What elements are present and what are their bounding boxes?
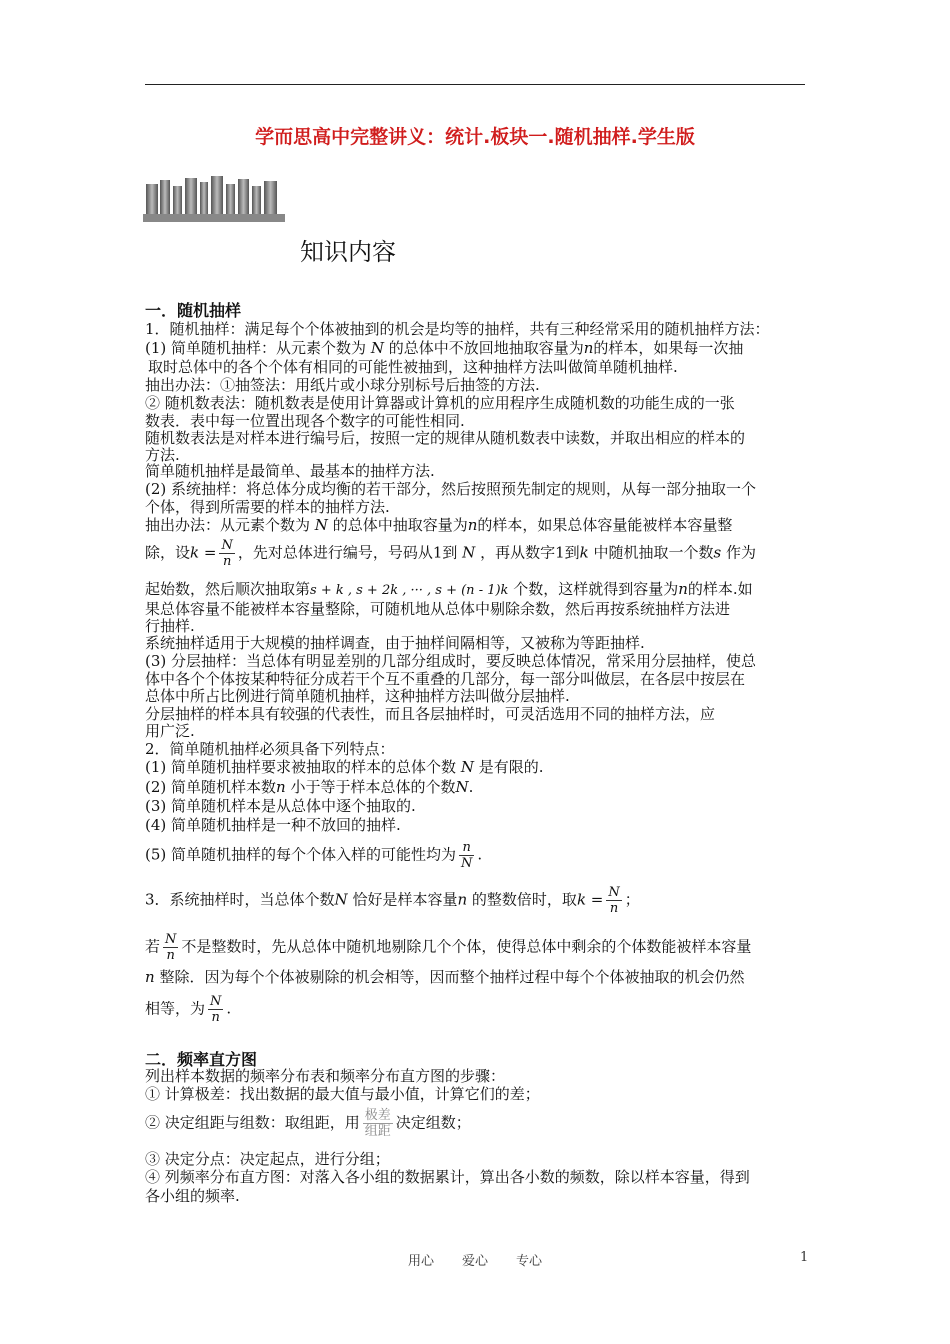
text-line: 1．随机抽样：满足每个个体被抽到的机会是均等的抽样，共有三种经常采用的随机抽样方法： xyxy=(145,320,770,338)
text-line: 抽出办法：从元素个数为 N 的总体中抽取容量为n的样本，如果总体容量能被样本容量整 xyxy=(145,516,733,534)
text-line: ② 决定组距与组数：取组距，用 $\frac{\text{极差}}{\text{组距}}$ 决定组数； xyxy=(145,1108,471,1139)
page-title: 学而思高中完整讲义：统计.板块一.随机抽样.学生版 xyxy=(255,126,695,148)
text-line: 数表．表中每一位置出现各个数字的可能性相同. xyxy=(145,412,465,430)
text-line: 列出样本数据的频率分布表和频率分布直方图的步骤： xyxy=(145,1067,506,1085)
text-line: 方法. xyxy=(145,446,180,464)
fraction-N-over-n: $\frac{N}{n}$ xyxy=(165,932,177,963)
heading-random-sampling: 一．随机抽样 xyxy=(145,301,242,320)
text-line: 3．系统抽样时，当总体个数N 恰好是样本容量n 的整数倍时，取k = $\frac{N}{n}$ ； xyxy=(145,885,640,916)
fraction-N-over-n: $\frac{N}{n}$ xyxy=(210,994,222,1025)
text-line: 用广泛. xyxy=(145,722,195,740)
fraction-N-over-n: $\frac{N}{n}$ xyxy=(608,885,620,916)
text-line: ④ 列频率分布直方图：对落入各小组的数据累计，算出各小数的频数，除以样本容量，得到 xyxy=(145,1168,750,1186)
fraction-range-over-width: $\frac{\text{极差}}{\text{组距}}$ xyxy=(364,1108,391,1139)
header-rule xyxy=(145,84,805,85)
text-line: 个体，得到所需要的样本的抽样方法. xyxy=(145,498,390,516)
text-line: (4) 简单随机抽样是一种不放回的抽样. xyxy=(145,816,401,834)
text-line: 系统抽样适用于大规模的抽样调查，由于抽样间隔相等，又被称为等距抽样. xyxy=(145,634,645,652)
text-line: (5) 简单随机抽样的每个个体入样的可能性均为 $\frac{n}{N}$ . xyxy=(145,840,483,871)
text-line: n 整除．因为每个个体被剔除的机会相等，因而整个抽样过程中每个个体被抽取的机会仍然 xyxy=(145,968,745,986)
footer: 用心 爱心 专心 xyxy=(407,1254,543,1269)
text-line: (1) 简单随机抽样要求被抽取的样本的总体个数 N 是有限的. xyxy=(145,758,544,776)
text-line: 相等，为 $\frac{N}{n}$ . xyxy=(145,994,232,1025)
fraction-n-over-N: $\frac{n}{N}$ xyxy=(461,840,473,871)
text-line: 抽出办法：①抽签法：用纸片或小球分别标号后抽签的方法. xyxy=(145,376,540,394)
text-line: 分层抽样的样本具有较强的代表性，而且各层抽样时，可灵活选用不同的抽样方法，应 xyxy=(145,705,716,723)
section-title: 知识内容 xyxy=(300,238,396,266)
text-line: 体中各个个体按某种特征分成若干个互不重叠的几部分，每一部分叫做层，在各层中按层在 xyxy=(145,670,746,688)
text-line: 总体中所占比例进行简单随机抽样，这种抽样方法叫做分层抽样. xyxy=(145,687,570,705)
text-line: 2．简单随机抽样必须具备下列特点： xyxy=(145,740,395,758)
text-line: ① 计算极差：找出数据的最大值与最小值，计算它们的差； xyxy=(145,1085,540,1103)
text-line: 简单随机抽样是最简单、最基本的抽样方法. xyxy=(145,462,435,480)
text-line: (2) 简单随机样本数n 小于等于样本总体的个数N. xyxy=(145,778,474,796)
text-line: (1) 简单随机抽样：从元素个数为 N 的总体中不放回地抽取容量为n的样本，如果每一次抽 xyxy=(145,339,744,357)
text-line: ② 随机数表法：随机数表是使用计算器或计算机的应用程序生成随机数的功能生成的一张 xyxy=(145,394,735,412)
page-number: 1 xyxy=(800,1250,809,1265)
text-line: (2) 系统抽样：将总体分成均衡的若干部分，然后按照预先制定的规则，从每一部分抽取一个 xyxy=(145,480,757,498)
heading-frequency-histogram: 二．频率直方图 xyxy=(145,1050,258,1069)
text-line: 各小组的频率. xyxy=(145,1187,240,1205)
text-line: 行抽样. xyxy=(145,617,195,635)
books-logo xyxy=(143,172,285,224)
text-line: 起始数，然后顺次抽取第s + k , s + 2k , ··· , s + (n - 1)k 个数，这样就得到容量为n的样本.如 xyxy=(145,580,753,598)
fraction-N-over-n: $\frac{N}{n}$ xyxy=(221,538,233,569)
text-line: (3) 简单随机样本是从总体中逐个抽取的. xyxy=(145,797,416,815)
text-line: 随机数表法是对样本进行编号后，按照一定的规律从随机数表中读数，并取出相应的样本的 xyxy=(145,429,746,447)
text-line: (3) 分层抽样：当总体有明显差别的几部分组成时，要反映总体情况，常采用分层抽样，使总 xyxy=(145,652,757,670)
text-line: 若 $\frac{N}{n}$ 不是整数时，先从总体中随机地剔除几个个体，使得总体中剩余的个体数能被样本容量 xyxy=(145,932,752,963)
text-line: 取时总体中的各个个体有相同的可能性被抽到，这种抽样方法叫做简单随机抽样. xyxy=(148,358,678,376)
text-line: 除，设k = $\frac{N}{n}$ ，先对总体进行编号，号码从1到 N ，再从数字1到k 中随机抽取一个数s 作为 xyxy=(145,538,756,569)
text-line: ③ 决定分点：决定起点，进行分组； xyxy=(145,1150,390,1168)
text-line: 果总体容量不能被样本容量整除，可随机地从总体中剔除余数，然后再按系统抽样方法进 xyxy=(145,600,731,618)
